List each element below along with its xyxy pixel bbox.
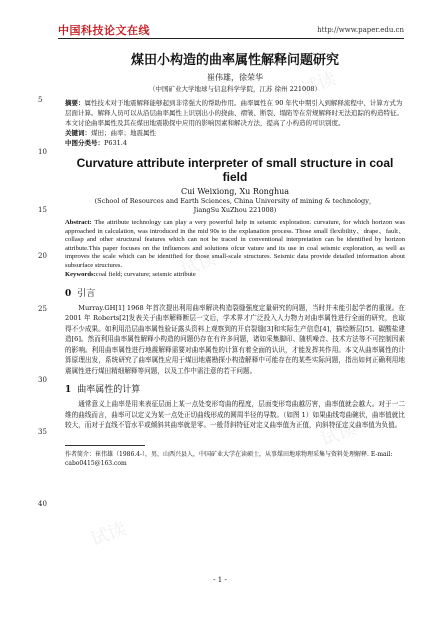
abstract-english-text: The attribute technology can play a very powerful help in seismic exploration. curvature, for which horizon was approached in calculation, was introduced in the mid 90s to the explanation process. Those small flexibility、drape、fault、collasp and other structural features which can not be traced in conventional interpretation can be identified by horizon attribute.This paper focuses on the influences and solutions ofcur vature and its use in coal seismic exploration, as well as improves the scale which can be identified for those small-scale structures. Seismic data provide detailed information about subsurface structures. — [65, 219, 405, 269]
section-title: 引言 — [77, 288, 96, 299]
line-number: 35 — [38, 428, 47, 436]
classification-number — [65, 138, 405, 148]
keywords-english-text: coal field; curvature; seismic attribute — [95, 270, 196, 278]
abstract-text: 属性技术对于地震解释能够起到非常强大的帮助作用。曲率属性在 90 年代中期引入到解释流程中、计算方式为层面计算。解释人员可以从沿层曲率属性上识别出小的挠曲、褶皱、断裂、塌陷等在常规解释时无法追踪的构造特征。本文讨论曲率属性及其在煤田地震勘探中应用的影响因素和解决方法，提高了小构造的可识别度。 — [65, 99, 403, 127]
watermark: 试读 — [298, 68, 340, 101]
line-number: 15 — [38, 206, 47, 214]
title-chinese: 煤田小构造的曲率属性解释问题研究 — [130, 53, 339, 68]
affiliation-chinese: （中国矿业大学地球与信息科学学院，江苏 徐州 221008） — [149, 85, 321, 93]
section-heading-curvature — [65, 382, 405, 395]
intro-paragraph: Murray.GH[1] 1968 年首次提出利用曲率解决构造裂缝强度定量研究的问题，当时并未能引起学者的重视。在 2001 年 Roberts[2]发表关于曲率解释断层一文后，学术界才广泛投入人力物力对曲率属性进行全面的研究，也取得不少成果。如利用沿层曲率属性验证露头资料上观察到的开启裂缝[3]和实际生产信息[4]，描绘断层[5]、碳酸盐建造[6]。然而利用曲率属性解释小构造的问题仍存在有许多问题，诸如采集脚印、随机噪音、技术方法等不可控制因素的影响。利用曲率属性进行地震解释需要对曲率属性的计算有着全面的认识，才能发挥其作用。本文从曲率属性的计算原理出发，系统研究了曲率属性应用于煤田地震勘探小构造解释中可能存在的某些实际问题，指出如何正确利用地震属性进行煤田精细解释等问题，以及工作中需注意的若干问题。 — [65, 303, 405, 375]
classification-label: 中图分类号： — [65, 139, 104, 147]
section-number: 1 — [65, 385, 72, 396]
keywords-chinese — [65, 128, 405, 138]
site-logo[interactable]: 中国科技论文在线 — [58, 24, 150, 37]
title-english: Curvature attribute interpreter of small structure in coal field — [76, 156, 394, 184]
keywords-english-label: Keywords: — [65, 270, 96, 278]
line-number: 10 — [38, 148, 47, 156]
page-number: - 1 - — [213, 576, 227, 584]
watermark: 试读 — [178, 248, 220, 281]
affiliation-english-line1: (School of Resources and Earth Sciences, China University of mining & technology， — [94, 197, 376, 205]
section-title: 曲率属性的计算 — [77, 385, 141, 396]
paper-body — [65, 45, 405, 468]
line-number: 40 — [38, 500, 47, 508]
line-number: 30 — [38, 376, 47, 384]
footnote-rule — [65, 445, 145, 446]
site-url[interactable]: http://www.paper.edu.cn — [317, 26, 404, 34]
authors-english: Cui Weixiong, Xu Ronghua — [180, 187, 290, 196]
affiliation-english-line2: JiangSu XuZhou 221008) — [193, 206, 277, 214]
abstract-chinese — [65, 98, 405, 128]
watermark: 试读 — [88, 518, 130, 551]
abstract-label: 摘要： — [65, 99, 85, 107]
classification-value: P631.4 — [104, 139, 127, 147]
watermark: 试读 — [318, 418, 360, 451]
keywords-text: 煤田；曲率；地震属性 — [91, 129, 156, 137]
line-number: 5 — [38, 96, 43, 104]
curvature-paragraph: 通常意义上曲率是用来表征层面上某一点处变形弯曲的程度，层面变形弯曲越厉害，曲率值就会越大。对于一二维的曲线而言，曲率可以定义为某一点处正切曲线形成的圆周半径的导数。（如图 1）如果曲线弯曲碗状，曲率值就比较大，而对于直线不管水平或倾斜其曲率就是零。一般背斜特征对定义曲率值为正值，向斜特征定义曲率值为负值。 — [65, 400, 405, 430]
abstract-english — [65, 219, 405, 271]
keywords-label: 关键词： — [65, 129, 91, 137]
author-footnote: 作者简介：崔伟雄（1986.4-），男，山西兴县人，中国矿业大学在读硕士，从事煤田地球物理采集与资料处理解释. E-mail: cabo0415@163.com — [65, 450, 393, 467]
header-rule — [58, 38, 404, 39]
section-number: 0 — [65, 288, 72, 299]
line-number: 25 — [38, 305, 47, 313]
line-number: 20 — [38, 252, 47, 260]
affiliation-english — [65, 197, 405, 215]
page-header — [0, 0, 440, 40]
abstract-english-label: Abstract: — [65, 219, 92, 226]
authors-chinese: 崔伟雄，徐荣华 — [207, 73, 263, 82]
keywords-english — [65, 271, 405, 278]
section-heading-intro — [65, 286, 405, 299]
